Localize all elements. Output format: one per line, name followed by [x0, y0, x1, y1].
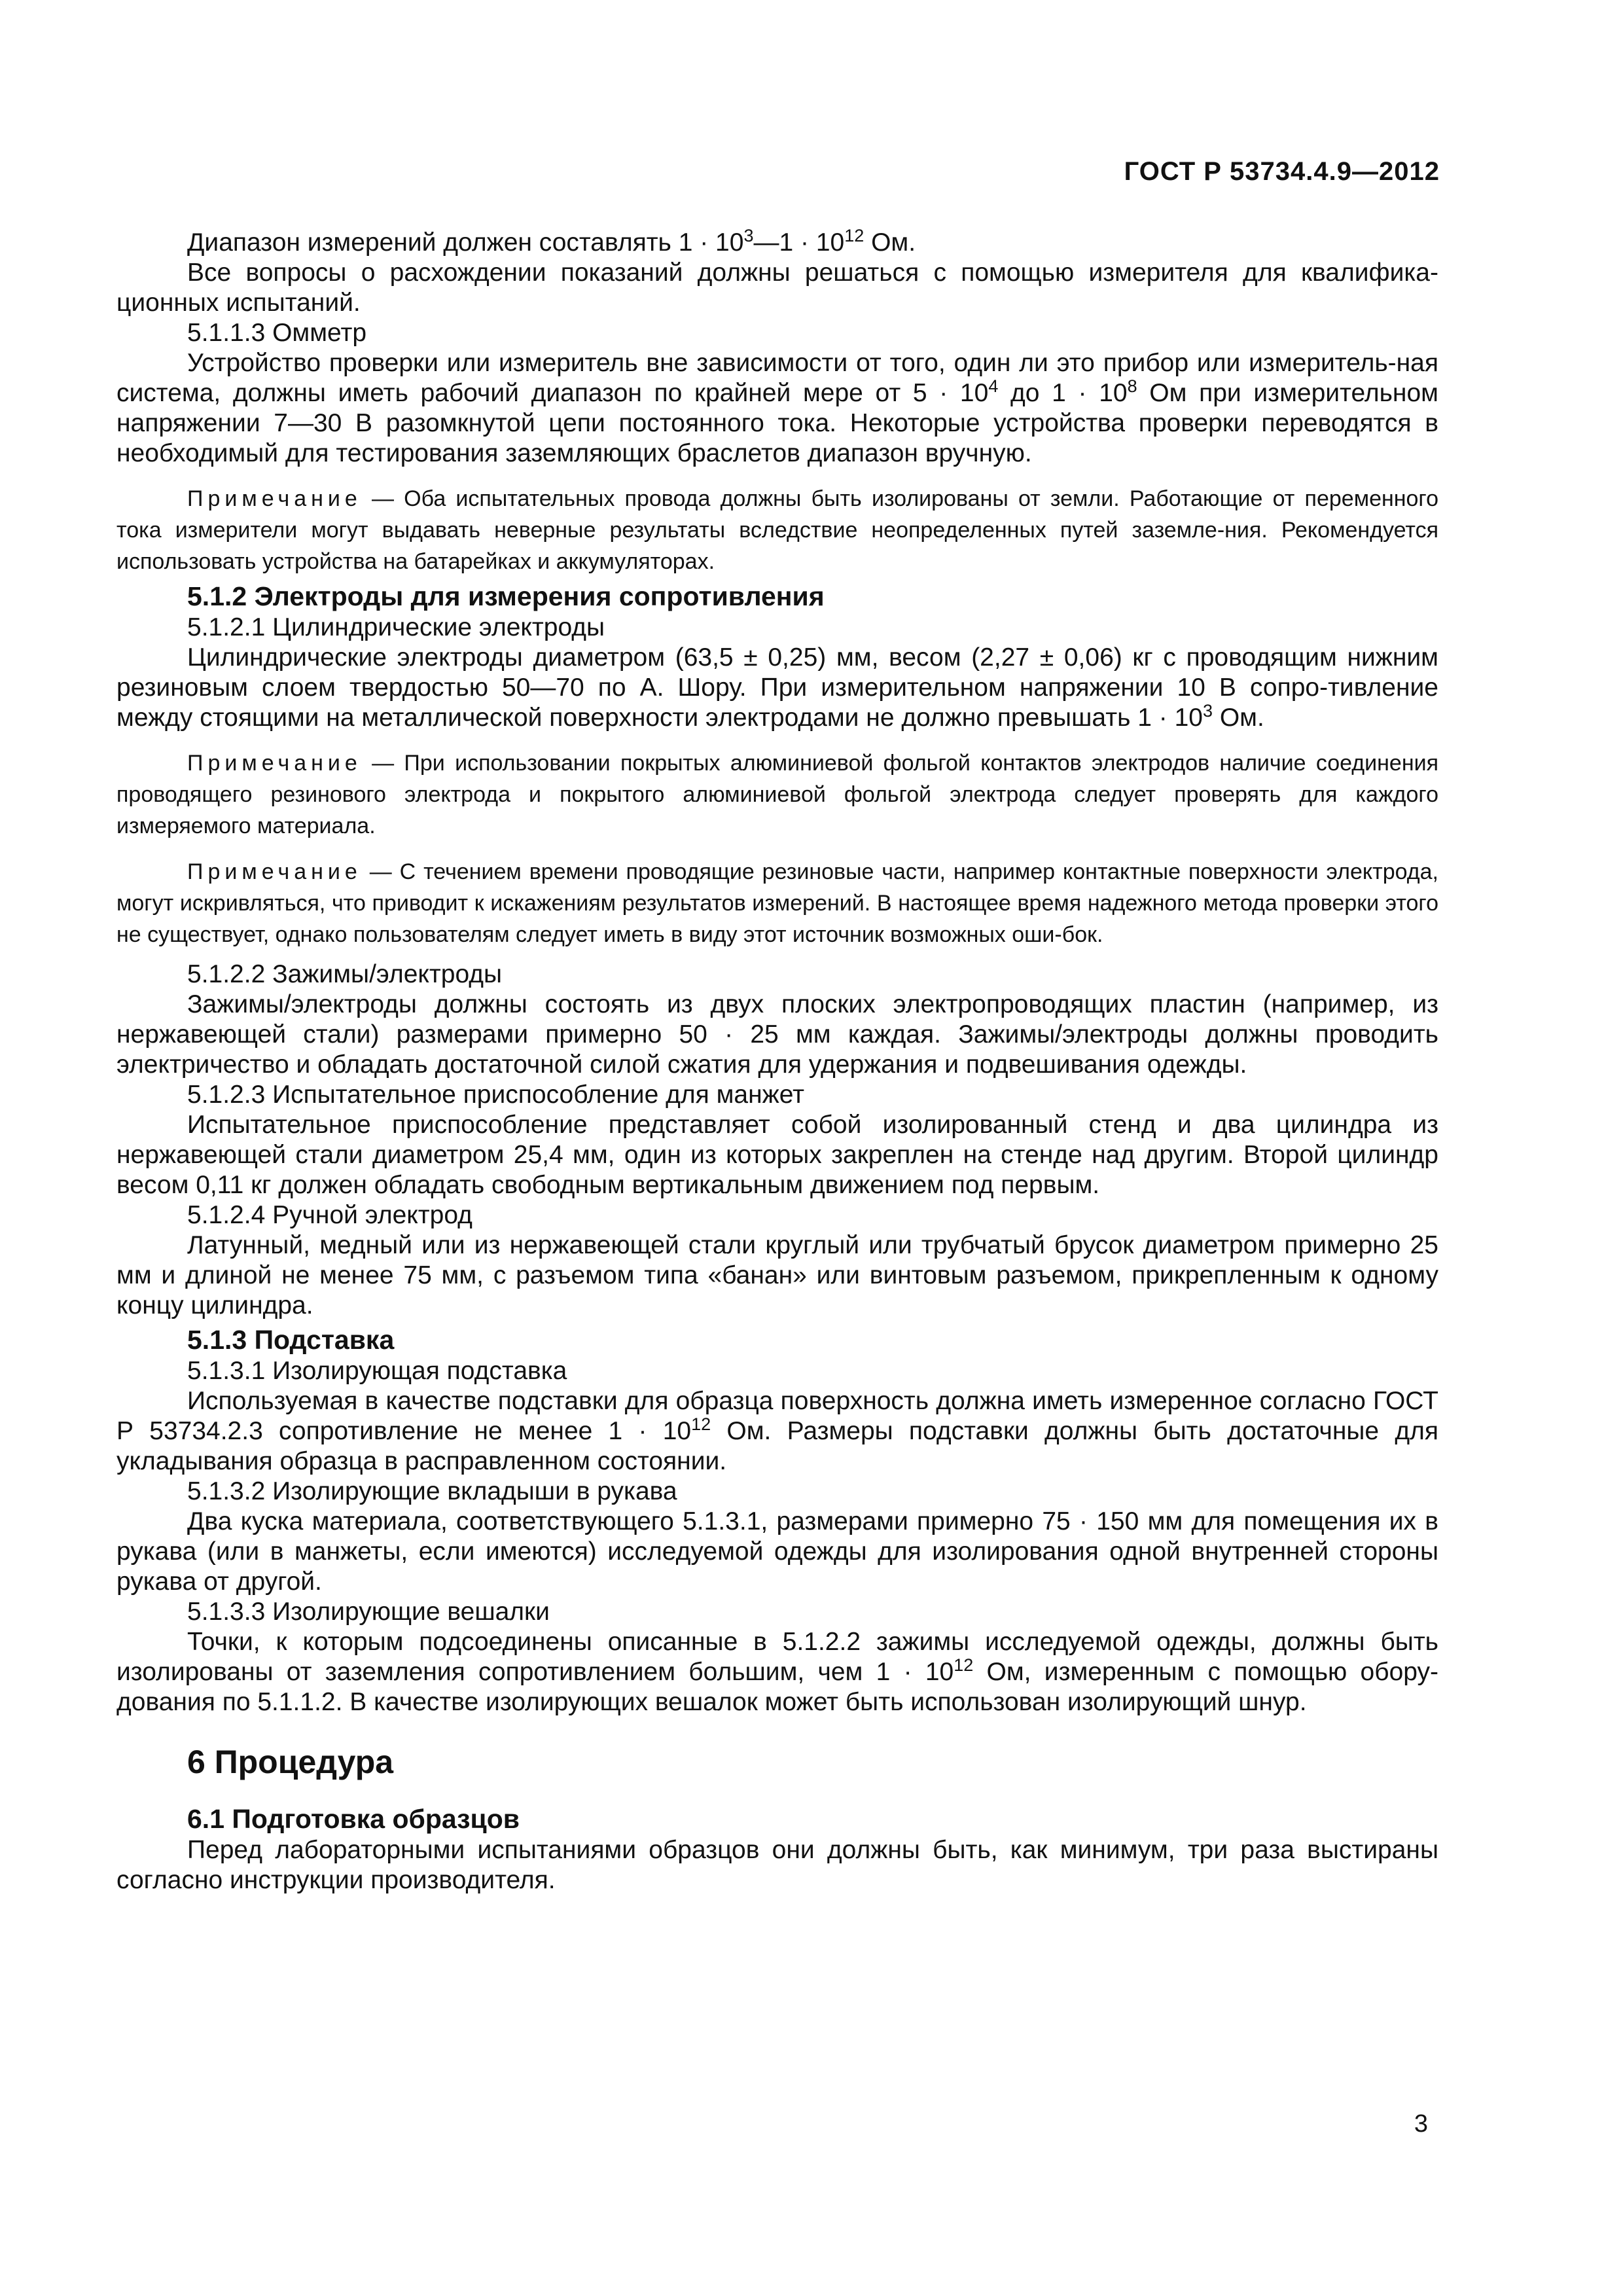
- document-body: [116, 228, 1438, 1895]
- section-5-1-1-3-heading: 5.1.1.3 Омметр: [187, 319, 367, 347]
- section-5-1-2-2-heading: 5.1.2.2 Зажимы/электроды: [187, 960, 503, 988]
- ohmmeter-paragraph: Устройство проверки или измеритель вне зависимости от того, один ли это прибор или измеритель-ная система, должны иметь рабочий диапазон по крайней мере от $5 \cdot 10^4$ до $1 \cdot 10^8$ Ом при измерительном напряжении 7—30 В разомкнутой цепи постоянного тока. Некоторые устройства проверки переводятся в необходимый для тестирования заземляющих браслетов диапазон вручную.: [116, 349, 1438, 467]
- section-5-1-2-4-heading: 5.1.2.4 Ручной электрод: [187, 1201, 473, 1229]
- insulating-hangers-paragraph: Точки, к которым подсоединены описанные в 5.1.2.2 зажимы исследуемой одежды, должны быть изолированы от заземления сопротивлением большим, чем $1 \cdot 10^{12}$ Ом, измеренным с помощью обору-дования по 5.1.1.2. В качестве изолирующих вешалок может быть использован изолирующий шнур.: [116, 1628, 1438, 1716]
- cuff-fixture-paragraph: Испытательное приспособление представляет собой изолированный стенд и два цилиндра из нержавеющей стали диаметром 25,4 мм, один из которых закреплен на стенде над другим. Второй цилиндр весом 0,11 кг должен обладать свободным вертикальным движением под первым.: [116, 1111, 1438, 1199]
- section-5-1-3-heading: 5.1.3 Подставка: [187, 1325, 395, 1355]
- measurement-range-paragraph: Диапазон измерений должен составлять $1 \cdot 10^3—1 \cdot 10^{12}$ Ом.: [187, 226, 916, 257]
- discrepancy-paragraph: Все вопросы о расхождении показаний должны решаться с помощью измерителя для квалифика-ционных испытаний.: [116, 259, 1438, 317]
- section-5-1-2-heading: 5.1.2 Электроды для измерения сопротивления: [187, 581, 825, 611]
- section-5-1-3-3-heading: 5.1.3.3 Изолирующие вешалки: [187, 1598, 550, 1626]
- section-5-1-2-1-heading: 5.1.2.1 Цилиндрические электроды: [187, 613, 605, 641]
- insulating-stand-paragraph: Используемая в качестве подставки для образца поверхность должна иметь измеренное согласно ГОСТ Р 53734.2.3 сопротивление не менее $1 \cdot 10^{12}$ Ом. Размеры подставки должны быть достаточные для укладывания образца в расправленном состоянии.: [116, 1387, 1438, 1475]
- document-header: ГОСТ Р 53734.4.9—2012: [1124, 157, 1440, 186]
- section-6-1-heading: 6.1 Подготовка образцов: [187, 1804, 520, 1834]
- note-rubber-parts: Примечание — С течением времени проводящие резиновые части, например контактные поверхности электрода, могут искривляться, что приводит к искажениям результатов измерений. В настоящее время надежного метода проверки этого не существует, однако пользователям следует иметь в виду этот источник возможных оши-бок.: [116, 859, 1438, 947]
- sleeve-inserts-paragraph: Два куска материала, соответствующего 5.1.3.1, размерами примерно 75 · 150 мм для помещения их в рукава (или в манжеты, если имеются) исследуемой одежды для изолирования одной внутренней стороны рукава от другой.: [116, 1507, 1438, 1596]
- section-5-1-2-3-heading: 5.1.2.3 Испытательное приспособление для манжет: [187, 1081, 804, 1109]
- hand-electrode-paragraph: Латунный, медный или из нержавеющей стали круглый или трубчатый брусок диаметром примерно 25 мм и длиной не менее 75 мм, с разъемом типа «банан» или винтовым разъемом, прикрепленным к одному концу цилиндра.: [116, 1231, 1438, 1319]
- section-6-heading: 6 Процедура: [187, 1744, 394, 1780]
- page-number: 3: [1414, 2110, 1428, 2138]
- sample-preparation-paragraph: Перед лабораторными испытаниями образцов они должны быть, как минимум, три раза выстираны согласно инструкции производителя.: [116, 1836, 1438, 1894]
- clamps-paragraph: Зажимы/электроды должны состоять из двух плоских электропроводящих пластин (например, из нержавеющей стали) размерами примерно 50 · 25 мм каждая. Зажимы/электроды должны проводить электричество и обладать достаточной силой сжатия для удержания и подвешивания одежды.: [116, 990, 1438, 1079]
- note-aluminium-foil: Примечание — При использовании покрытых алюминиевой фольгой контактов электродов наличие соединения проводящего резинового электрода и покрытого алюминиевой фольгой электрода следует проверять для каждого измеряемого материала.: [116, 751, 1438, 838]
- section-5-1-3-1-heading: 5.1.3.1 Изолирующая подставка: [187, 1357, 567, 1385]
- note-test-leads: Примечание — Оба испытательных провода должны быть изолированы от земли. Работающие от переменного тока измерители могут выдавать неверные результаты вследствие неопределенных путей заземле-ния. Рекомендуется использовать устройства на батарейках и аккумуляторах.: [116, 486, 1438, 574]
- cylindrical-electrodes-paragraph: Цилиндрические электроды диаметром (63,5 ± 0,25) мм, весом (2,27 ± 0,06) кг с проводящим нижним резиновым слоем твердостью 50—70 по А. Шору. При измерительном напряжении 10 В сопро-тивление между стоящими на металлической поверхности электродами не должно превышать $1 \cdot 10^3$ Ом.: [116, 643, 1438, 732]
- section-5-1-3-2-heading: 5.1.3.2 Изолирующие вкладыши в рукава: [187, 1477, 677, 1505]
